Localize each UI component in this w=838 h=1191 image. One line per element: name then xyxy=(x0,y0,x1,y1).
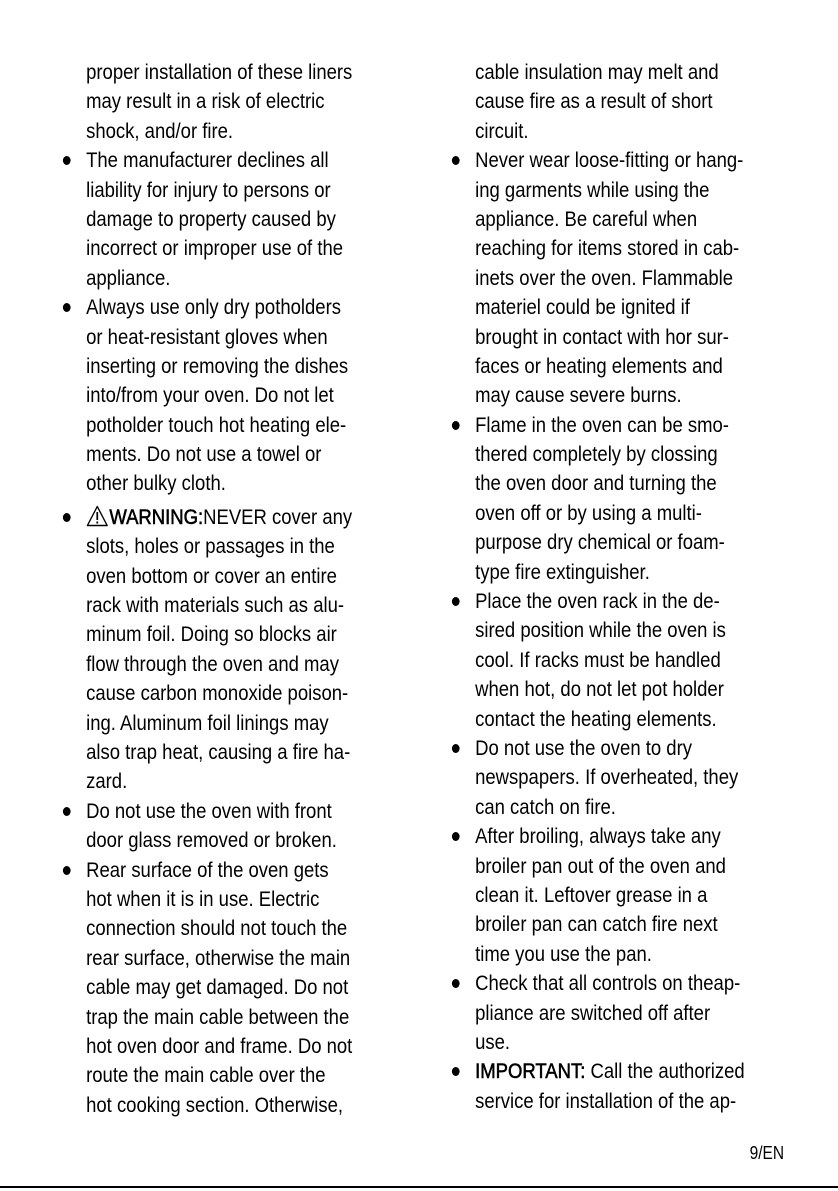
text-line: cause fire as a result of short xyxy=(475,89,713,114)
text-line: incorrect or improper use of the xyxy=(86,236,344,261)
bullet-text: Never wear loose-fitting or hang- xyxy=(475,148,744,173)
text-line: can catch on fire. xyxy=(475,794,616,819)
text-line: type fire extinguisher. xyxy=(475,559,650,584)
text-line: route the main cable over the xyxy=(86,1063,326,1088)
text-line: door glass removed or broken. xyxy=(86,828,337,853)
text-line: rack with materials such as alu- xyxy=(86,593,345,618)
bullet-dot-icon xyxy=(58,797,75,826)
bullet-text: Place the oven rack in the de- xyxy=(475,589,720,614)
text-line: potholder touch hot heating ele- xyxy=(86,412,347,437)
text-line: the oven door and turning the xyxy=(475,471,717,496)
text-line: appliance. xyxy=(86,265,171,290)
text-line: oven off or by using a multi- xyxy=(475,500,702,525)
text-line: damage to property caused by xyxy=(86,206,336,231)
bullet-dot-icon xyxy=(58,856,75,885)
text-line: newspapers. If overheated, they xyxy=(475,765,739,790)
bullet-text: The manufacturer declines all xyxy=(86,148,329,173)
bullet-item xyxy=(56,146,353,175)
text-line: zard. xyxy=(86,769,128,794)
text-line: slots, holes or passages in the xyxy=(86,534,335,559)
text-line: cool. If racks must be handled xyxy=(475,647,721,672)
text-line: cause carbon monoxide poison- xyxy=(86,681,349,706)
text-line: inets over the oven. Flammable xyxy=(475,265,734,290)
text-line: connection should not touch the xyxy=(86,916,348,941)
text-line: may cause severe burns. xyxy=(475,383,682,408)
text-line: time you use the pan. xyxy=(475,941,652,966)
important-bullet-item xyxy=(445,1057,746,1086)
bullet-item xyxy=(445,734,746,763)
text-line: flow through the oven and may xyxy=(86,651,339,676)
text-line: clean it. Leftover grease in a xyxy=(475,882,708,907)
text-line: hot when it is in use. Electric xyxy=(86,886,320,911)
text-line: broiler pan out of the oven and xyxy=(475,853,726,878)
text-line: contact the heating elements. xyxy=(475,706,717,731)
bullet-text: NEVER cover any xyxy=(203,504,353,529)
text-line: ing. Aluminum foil linings may xyxy=(86,710,329,735)
text-line: also trap heat, causing a fire ha- xyxy=(86,739,351,764)
bullet-text: Check that all controls on theap- xyxy=(475,971,741,996)
bullet-text: Do not use the oven to dry xyxy=(475,735,692,760)
text-line: into/from your oven. Do not let xyxy=(86,383,334,408)
text-line: inserting or removing the dishes xyxy=(86,353,349,378)
bullet-item xyxy=(445,587,746,616)
text-line: shock, and/or fire. xyxy=(86,118,234,143)
bullet-text: Rear surface of the oven gets xyxy=(86,857,329,882)
text-line: hot oven door and frame. Do not xyxy=(86,1033,353,1058)
bullet-dot-icon xyxy=(58,503,75,532)
bullet-dot-icon xyxy=(447,587,464,616)
bullet-dot-icon xyxy=(447,822,464,851)
bullet-dot-icon xyxy=(447,146,464,175)
text-line: broiler pan can catch fire next xyxy=(475,912,718,937)
bullet-dot-icon xyxy=(447,734,464,763)
text-line: trap the main cable between the xyxy=(86,1004,350,1029)
bullet-dot-icon xyxy=(447,411,464,440)
warning-bullet-item xyxy=(56,503,353,532)
bullet-text: Do not use the oven with front xyxy=(86,798,332,823)
right-column xyxy=(445,58,795,1116)
text-line: use. xyxy=(475,1029,511,1054)
text-line: ments. Do not use a towel or xyxy=(86,442,322,467)
text-line: ing garments while using the xyxy=(475,177,710,202)
text-line: may result in a risk of electric xyxy=(86,89,325,114)
warning-label: WARNING: xyxy=(109,504,204,529)
text-line: purpose dry chemical or foam- xyxy=(475,530,725,555)
bullet-item xyxy=(445,969,746,998)
text-line: hot cooking section. Otherwise, xyxy=(86,1092,344,1117)
bullet-dot-icon xyxy=(447,1057,464,1086)
text-line: oven bottom or cover an entire xyxy=(86,563,337,588)
left-column xyxy=(56,58,401,1120)
page-number: 9/EN xyxy=(749,1143,784,1163)
text-line: cable may get damaged. Do not xyxy=(86,975,349,1000)
text-line: minum foil. Doing so blocks air xyxy=(86,622,337,647)
text-line: appliance. Be careful when xyxy=(475,206,698,231)
text-line: materiel could be ignited if xyxy=(475,295,690,320)
text-line: brought in contact with hor sur- xyxy=(475,324,729,349)
bullet-item xyxy=(445,822,746,851)
warning-triangle-icon xyxy=(86,505,108,527)
bullet-item xyxy=(445,411,746,440)
bullet-item xyxy=(56,856,353,885)
text-line: thered completely by clossing xyxy=(475,442,718,467)
footer-divider xyxy=(0,1186,838,1188)
text-line: pliance are switched off after xyxy=(475,1000,711,1025)
bullet-dot-icon xyxy=(58,293,75,322)
bullet-text: Call the authorized xyxy=(585,1059,745,1084)
text-line: cable insulation may melt and xyxy=(475,60,719,84)
text-line: rear surface, otherwise the main xyxy=(86,945,351,970)
text-line: sired position while the oven is xyxy=(475,618,726,643)
bullet-item xyxy=(445,146,746,175)
text-line: liability for injury to persons or xyxy=(86,177,331,202)
bullet-dot-icon xyxy=(58,146,75,175)
bullet-text: Flame in the oven can be smo- xyxy=(475,412,729,437)
text-line: circuit. xyxy=(475,118,529,143)
text-line: when hot, do not let pot holder xyxy=(475,677,724,702)
bullet-text: Always use only dry potholders xyxy=(86,295,341,320)
text-line: other bulky cloth. xyxy=(86,471,226,496)
text-line: faces or heating elements and xyxy=(475,353,723,378)
bullet-item xyxy=(56,797,353,826)
text-line: service for installation of the ap- xyxy=(475,1088,737,1113)
text-line: reaching for items stored in cab- xyxy=(475,236,740,261)
bullet-dot-icon xyxy=(447,969,464,998)
important-label: IMPORTANT: xyxy=(475,1059,586,1084)
text-line: or heat-resistant gloves when xyxy=(86,324,328,349)
text-line: proper installation of these liners xyxy=(86,60,353,84)
bullet-item xyxy=(56,293,353,322)
bullet-text: After broiling, always take any xyxy=(475,824,721,849)
